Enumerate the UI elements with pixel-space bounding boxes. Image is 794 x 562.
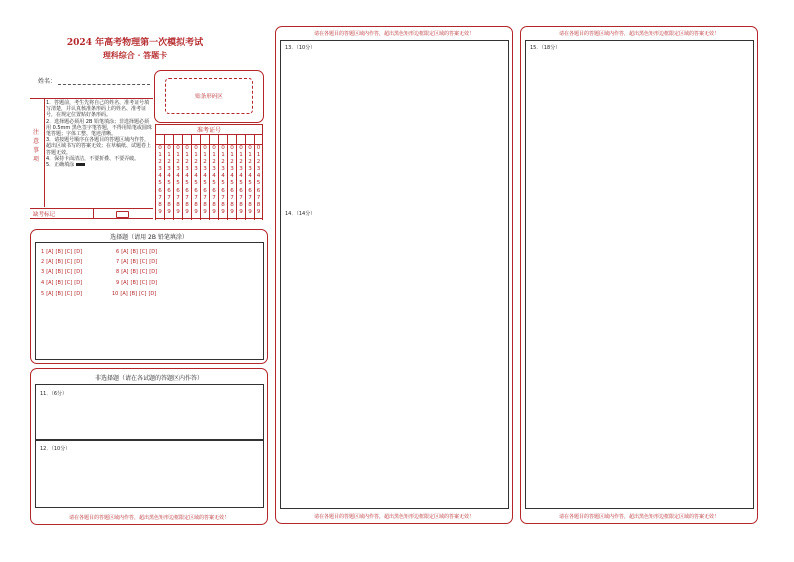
choice-row[interactable]: 8 [A] [B] [C] [D]: [116, 269, 158, 275]
choice-row[interactable]: 4 [A] [B] [C] [D]: [41, 280, 83, 286]
choice-row[interactable]: 10 [A] [B] [C] [D]: [112, 291, 157, 297]
warning-text: 请在各题目的答题区域内作答，超出黑色矩形边框限定区域的答案无效！: [558, 514, 719, 520]
exam-id-column[interactable]: 0 1 2 3 4 5 6 7 8 9: [227, 135, 236, 220]
question-13-label: 13．（10分）: [285, 45, 316, 51]
warning-text: 请在各题目的答题区域内作答，超出黑色矩形边框限定区域的答案无效！: [558, 31, 719, 37]
filled-sample: [76, 163, 85, 166]
note-item: 2．选择题必须用 2B 铅笔填涂；非选择题必须用 0.5mm 黑色签字笔答题，不得用铅笔或圆珠笔答题；字体工整、笔迹清晰。: [46, 118, 152, 138]
name-label: 姓名：: [38, 78, 57, 85]
absent-checkbox[interactable]: [116, 211, 129, 218]
question-12-label: 12．（10分）: [40, 446, 71, 452]
choice-title: 选择题（请用 2B 铅笔填涂）: [110, 234, 188, 241]
exam-id-column[interactable]: 0 1 2 3 4 5 6 7 8 9: [182, 135, 191, 220]
choice-row[interactable]: 7 [A] [B] [C] [D]: [116, 259, 158, 265]
warning-text: 请在各题目的答题区域内作答，超出黑色矩形边框限定区域的答案无效！: [313, 514, 474, 520]
warning-text: 请在各题目的答题区域内作答，超出黑色矩形边框限定区域的答案无效！: [313, 31, 474, 37]
exam-id-label: 准考证号: [196, 127, 221, 134]
choice-row[interactable]: 9 [A] [B] [C] [D]: [116, 280, 158, 286]
name-field[interactable]: [58, 84, 150, 85]
exam-id-column[interactable]: 0 1 2 3 4 5 6 7 8 9: [236, 135, 245, 220]
question-14-label: 14．（14分）: [285, 211, 316, 217]
exam-id-column[interactable]: 0 1 2 3 4 5 6 7 8 9: [209, 135, 218, 220]
exam-id-column[interactable]: 0 1 2 3 4 5 6 7 8 9: [155, 135, 164, 220]
page-title: 2024 年高考物理第一次模拟考试: [66, 38, 204, 48]
exam-id-grid: [155, 134, 263, 220]
exam-id-column[interactable]: 0 1 2 3 4 5 6 7 8 9: [245, 135, 254, 220]
choice-row[interactable]: 3 [A] [B] [C] [D]: [41, 269, 83, 275]
nonchoice-title: 非选择题（请在各试题的答题区内作答）: [94, 375, 203, 382]
note-item: 4．保持卡面清洁，不要折叠、不要弄破。: [46, 155, 140, 162]
answer-box-q13-q14[interactable]: [280, 40, 509, 509]
choice-row[interactable]: 2 [A] [B] [C] [D]: [41, 259, 83, 265]
page-subtitle: 理科综合 · 答题卡: [102, 50, 168, 60]
question-15-label: 15．（18分）: [530, 45, 561, 51]
notes-list: [46, 100, 153, 168]
exam-id-column[interactable]: 0 1 2 3 4 5 6 7 8 9: [200, 135, 209, 220]
answer-box-q11[interactable]: [35, 384, 264, 440]
question-11-label: 11．（6分）: [40, 391, 68, 397]
choice-row[interactable]: 6 [A] [B] [C] [D]: [116, 249, 158, 255]
absent-divider: [93, 208, 94, 219]
note-item: 1．答题前，考生先将自己的姓名、准考证号填写清楚，并认真核准条形码上的姓名、准考证号，在规定位置贴好条形码。: [46, 100, 150, 119]
absent-label: 缺考标记: [33, 212, 56, 218]
barcode-label: 贴条形码区: [195, 94, 223, 100]
note-item: 3．请按题号顺序在各题目的答题区域内作答，超出区域书写的答案无效；在草稿纸、试题卷上答题无效。: [46, 137, 152, 156]
exam-id-column[interactable]: 0 1 2 3 4 5 6 7 8 9: [191, 135, 200, 220]
exam-id-column[interactable]: 0 1 2 3 4 5 6 7 8 9: [164, 135, 173, 220]
note-item: 5．正确填涂: [46, 162, 153, 168]
exam-id-column[interactable]: 0 1 2 3 4 5 6 7 8 9: [173, 135, 182, 220]
exam-id-column[interactable]: 0 1 2 3 4 5 6 7 8 9: [218, 135, 227, 220]
exam-id-column[interactable]: 0 1 2 3 4 5 6 7 8 9: [254, 135, 263, 220]
choice-row[interactable]: 5 [A] [B] [C] [D]: [41, 291, 83, 297]
choice-row[interactable]: 1 [A] [B] [C] [D]: [41, 249, 83, 255]
answer-box-q15[interactable]: [525, 40, 754, 509]
notes-heading: 注意事项: [33, 129, 40, 163]
warning-text: 请在各题目的答题区域内作答，超出黑色矩形边框限定区域的答案无效！: [68, 515, 229, 521]
